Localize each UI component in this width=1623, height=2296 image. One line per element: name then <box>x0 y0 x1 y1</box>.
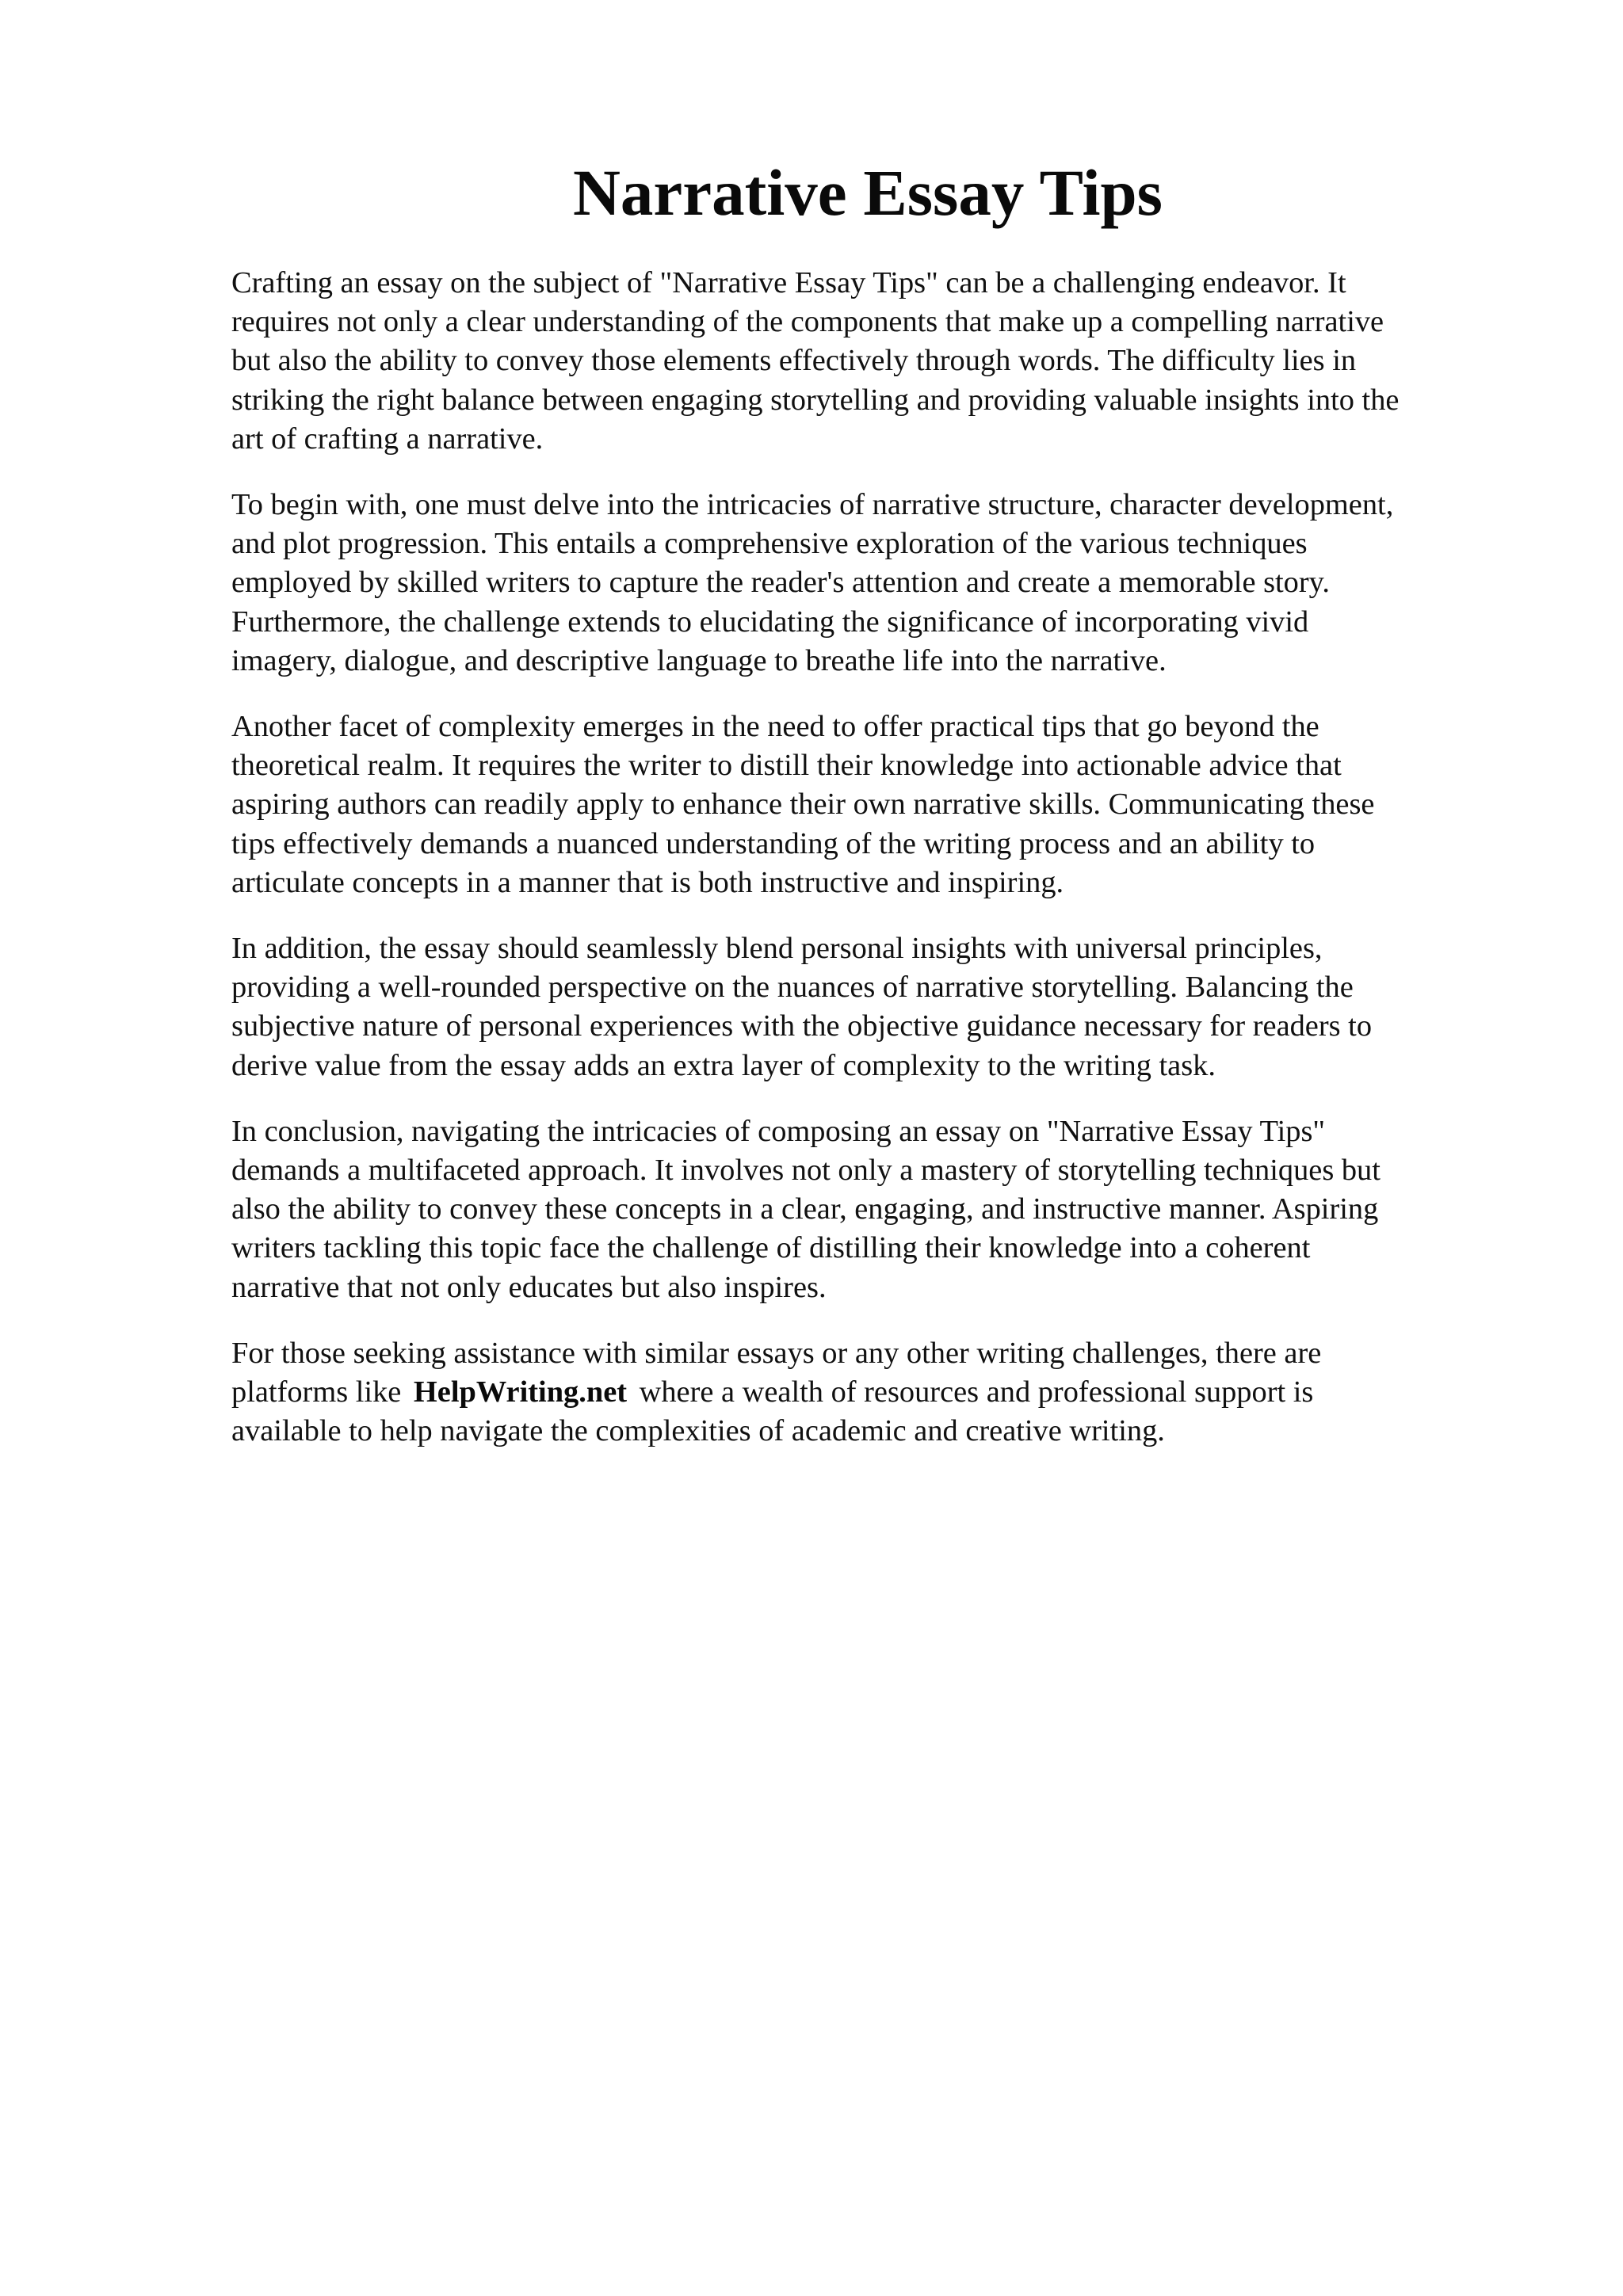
paragraph-1 <box>231 264 1507 459</box>
paragraph-5 <box>231 1112 1507 1307</box>
text-line: demands a multifaceted approach. It involves not only a mastery of storytelling techniques but <box>231 1154 1381 1188</box>
text-line: Crafting an essay on the subject of "Narrative Essay Tips" can be a challenging endeavor. It <box>231 266 1346 299</box>
text-line: theoretical realm. It requires the writer to distill their knowledge into actionable advice that <box>231 749 1342 783</box>
text-line: Furthermore, the challenge extends to elucidating the significance of incorporating vivid <box>231 605 1309 639</box>
text-segment: where a wealth of resources and professional support is <box>639 1375 1314 1409</box>
text-line: employed by skilled writers to capture the reader's attention and create a memorable story. <box>231 566 1330 600</box>
text-line: In conclusion, navigating the intricacies of composing an essay on "Narrative Essay Tips" <box>231 1114 1326 1148</box>
text-line: subjective nature of personal experiences with the objective guidance necessary for readers to <box>231 1009 1373 1043</box>
text-line: imagery, dialogue, and descriptive language to breathe life into the narrative. <box>231 643 1167 677</box>
text-line: and plot progression. This entails a comprehensive exploration of the various techniques <box>231 527 1308 561</box>
closing-paragraph <box>231 1334 1507 1451</box>
text-line: providing a well-rounded perspective on the nuances of narrative storytelling. Balancing the <box>231 971 1354 1005</box>
text-line: derive value from the essay adds an extra layer of complexity to the writing task. <box>231 1048 1216 1082</box>
paragraph-3 <box>231 707 1507 902</box>
text-line: tips effectively demands a nuanced understanding of the writing process and an ability to <box>231 826 1316 860</box>
text-line-with-link <box>231 1373 1507 1412</box>
text-line: To begin with, one must delve into the intricacies of narrative structure, character development, <box>231 488 1394 522</box>
text-line: but also the ability to convey those elements effectively through words. The difficulty lies in <box>231 344 1357 378</box>
text-line: narrative that not only educates but also inspires. <box>231 1270 827 1304</box>
paragraph-4 <box>231 929 1507 1085</box>
text-line: requires not only a clear understanding of the components that make up a compelling narrative <box>231 305 1384 339</box>
text-line: striking the right balance between engaging storytelling and providing valuable insights into the <box>231 383 1400 417</box>
text-line: art of crafting a narrative. <box>231 421 544 456</box>
text-line: articulate concepts in a manner that is both instructive and inspiring. <box>231 865 1064 899</box>
text-line: For those seeking assistance with similar essays or any other writing challenges, there are <box>231 1336 1322 1370</box>
document-title: Narrative Essay Tips <box>572 156 1163 229</box>
text-line: available to help navigate the complexities of academic and creative writing. <box>231 1414 1165 1448</box>
paragraph-2 <box>231 486 1507 681</box>
text-line: also the ability to convey these concepts in a clear, engaging, and instructive manner. Aspiring <box>231 1192 1379 1226</box>
document-body <box>231 264 1507 1478</box>
text-line: writers tackling this topic face the challenge of distilling their knowledge into a coherent <box>231 1231 1311 1265</box>
text-line: Another facet of complexity emerges in the need to offer practical tips that go beyond the <box>231 710 1319 744</box>
text-segment: platforms like <box>231 1375 402 1409</box>
text-line: In addition, the essay should seamlessly blend personal insights with universal principles, <box>231 932 1323 966</box>
helpwriting-link[interactable]: HelpWriting.net <box>413 1375 628 1409</box>
text-line: aspiring authors can readily apply to enhance their own narrative skills. Communicating these <box>231 788 1375 822</box>
